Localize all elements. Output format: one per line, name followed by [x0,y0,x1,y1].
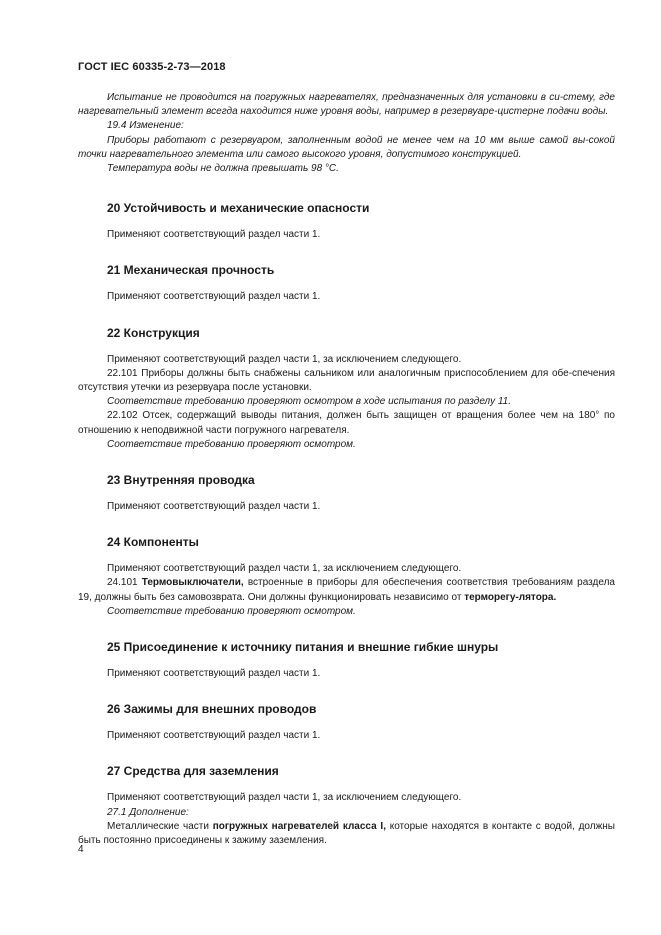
paragraph: Соответствие требованию проверяют осмотром в ходе испытания по разделу 11. [107,396,512,408]
paragraph: Применяют соответствующий раздел части 1, за исключением следующего. [107,353,462,365]
section-heading-22: 22 Конструкция [107,325,200,340]
page-number: 4 [78,844,84,855]
paragraph: 22.102 Отсек, содержащий выводы питания, должен быть защищен от вращения более чем на 180° по отношению к неподвижной части погружного нагревателя. [78,410,615,436]
section-heading-21: 21 Механическая прочность [107,263,275,278]
paragraph: Соответствие требованию проверяют осмотром. [107,438,356,450]
paragraph: Применяют соответствующий раздел части 1, за исключением следующего. [107,792,462,804]
paragraph: Соответствие требованию проверяют осмотром. [107,605,356,617]
text-run: Металлические части [107,820,213,832]
section-heading-20: 20 Устойчивость и механические опасности [107,201,370,216]
paragraph [78,820,615,848]
paragraph: Применяют соответствующий раздел части 1. [107,501,321,513]
text-run: которые находятся в контакте с водой, должны быть постоянно присоединены к зажиму заземления. [78,820,615,847]
document-header: ГОСТ IEC 60335-2-73—2018 [78,61,226,73]
defined-term: погружных нагревателей класса I, [212,820,386,832]
paragraph [78,576,615,604]
text-run: встроенные в приборы для обеспечения соответствия требованиям раздела 19, должны быть без самовозврата. Они должны функционировать независимо от [78,577,615,603]
defined-term: Термовыключатели, [141,577,244,589]
page-body [78,91,615,848]
paragraph: 22.101 Приборы должны быть снабжены сальником или аналогичным приспособлением для обе-спечения отсутствия утечки из резервуара после установки. [78,367,615,394]
defined-term: терморегу-лятора. [464,591,557,603]
section-heading-27: 27 Средства для заземления [107,764,279,779]
paragraph: Приборы работают с резервуаром, заполненным водой не менее чем на 10 мм выше самой вы-сокой точки нагревательного элемента или самого высокого уровня, допустимого конструкцией. [78,134,615,160]
clause-number: 24.101 [107,577,142,589]
section-heading-26: 26 Зажимы для внешних проводов [107,702,317,717]
paragraph: Применяют соответствующий раздел части 1. [107,291,321,303]
paragraph: Температура воды не должна превышать 98 °С. [107,163,339,175]
paragraph: Применяют соответствующий раздел части 1. [107,668,321,680]
paragraph: Применяют соответствующий раздел части 1, за исключением следующего. [107,563,462,575]
paragraph: Применяют соответствующий раздел части 1. [107,730,321,742]
paragraph: Испытание не проводится на погружных нагревателях, предназначенных для установки в си-стему, где нагревательный элемент всегда находится ниже уровня воды, например в резервуаре-цистерне подачи воды. [78,92,615,118]
clause-number: 19.4 Изменение: [107,120,184,132]
clause-number: 27.1 Дополнение: [107,806,189,818]
section-heading-25: 25 Присоединение к источнику питания и внешние гибкие шнуры [107,640,499,655]
paragraph: Применяют соответствующий раздел части 1. [107,229,321,241]
section-heading-23: 23 Внутренняя проводка [107,473,255,488]
section-heading-24: 24 Компоненты [107,535,199,550]
